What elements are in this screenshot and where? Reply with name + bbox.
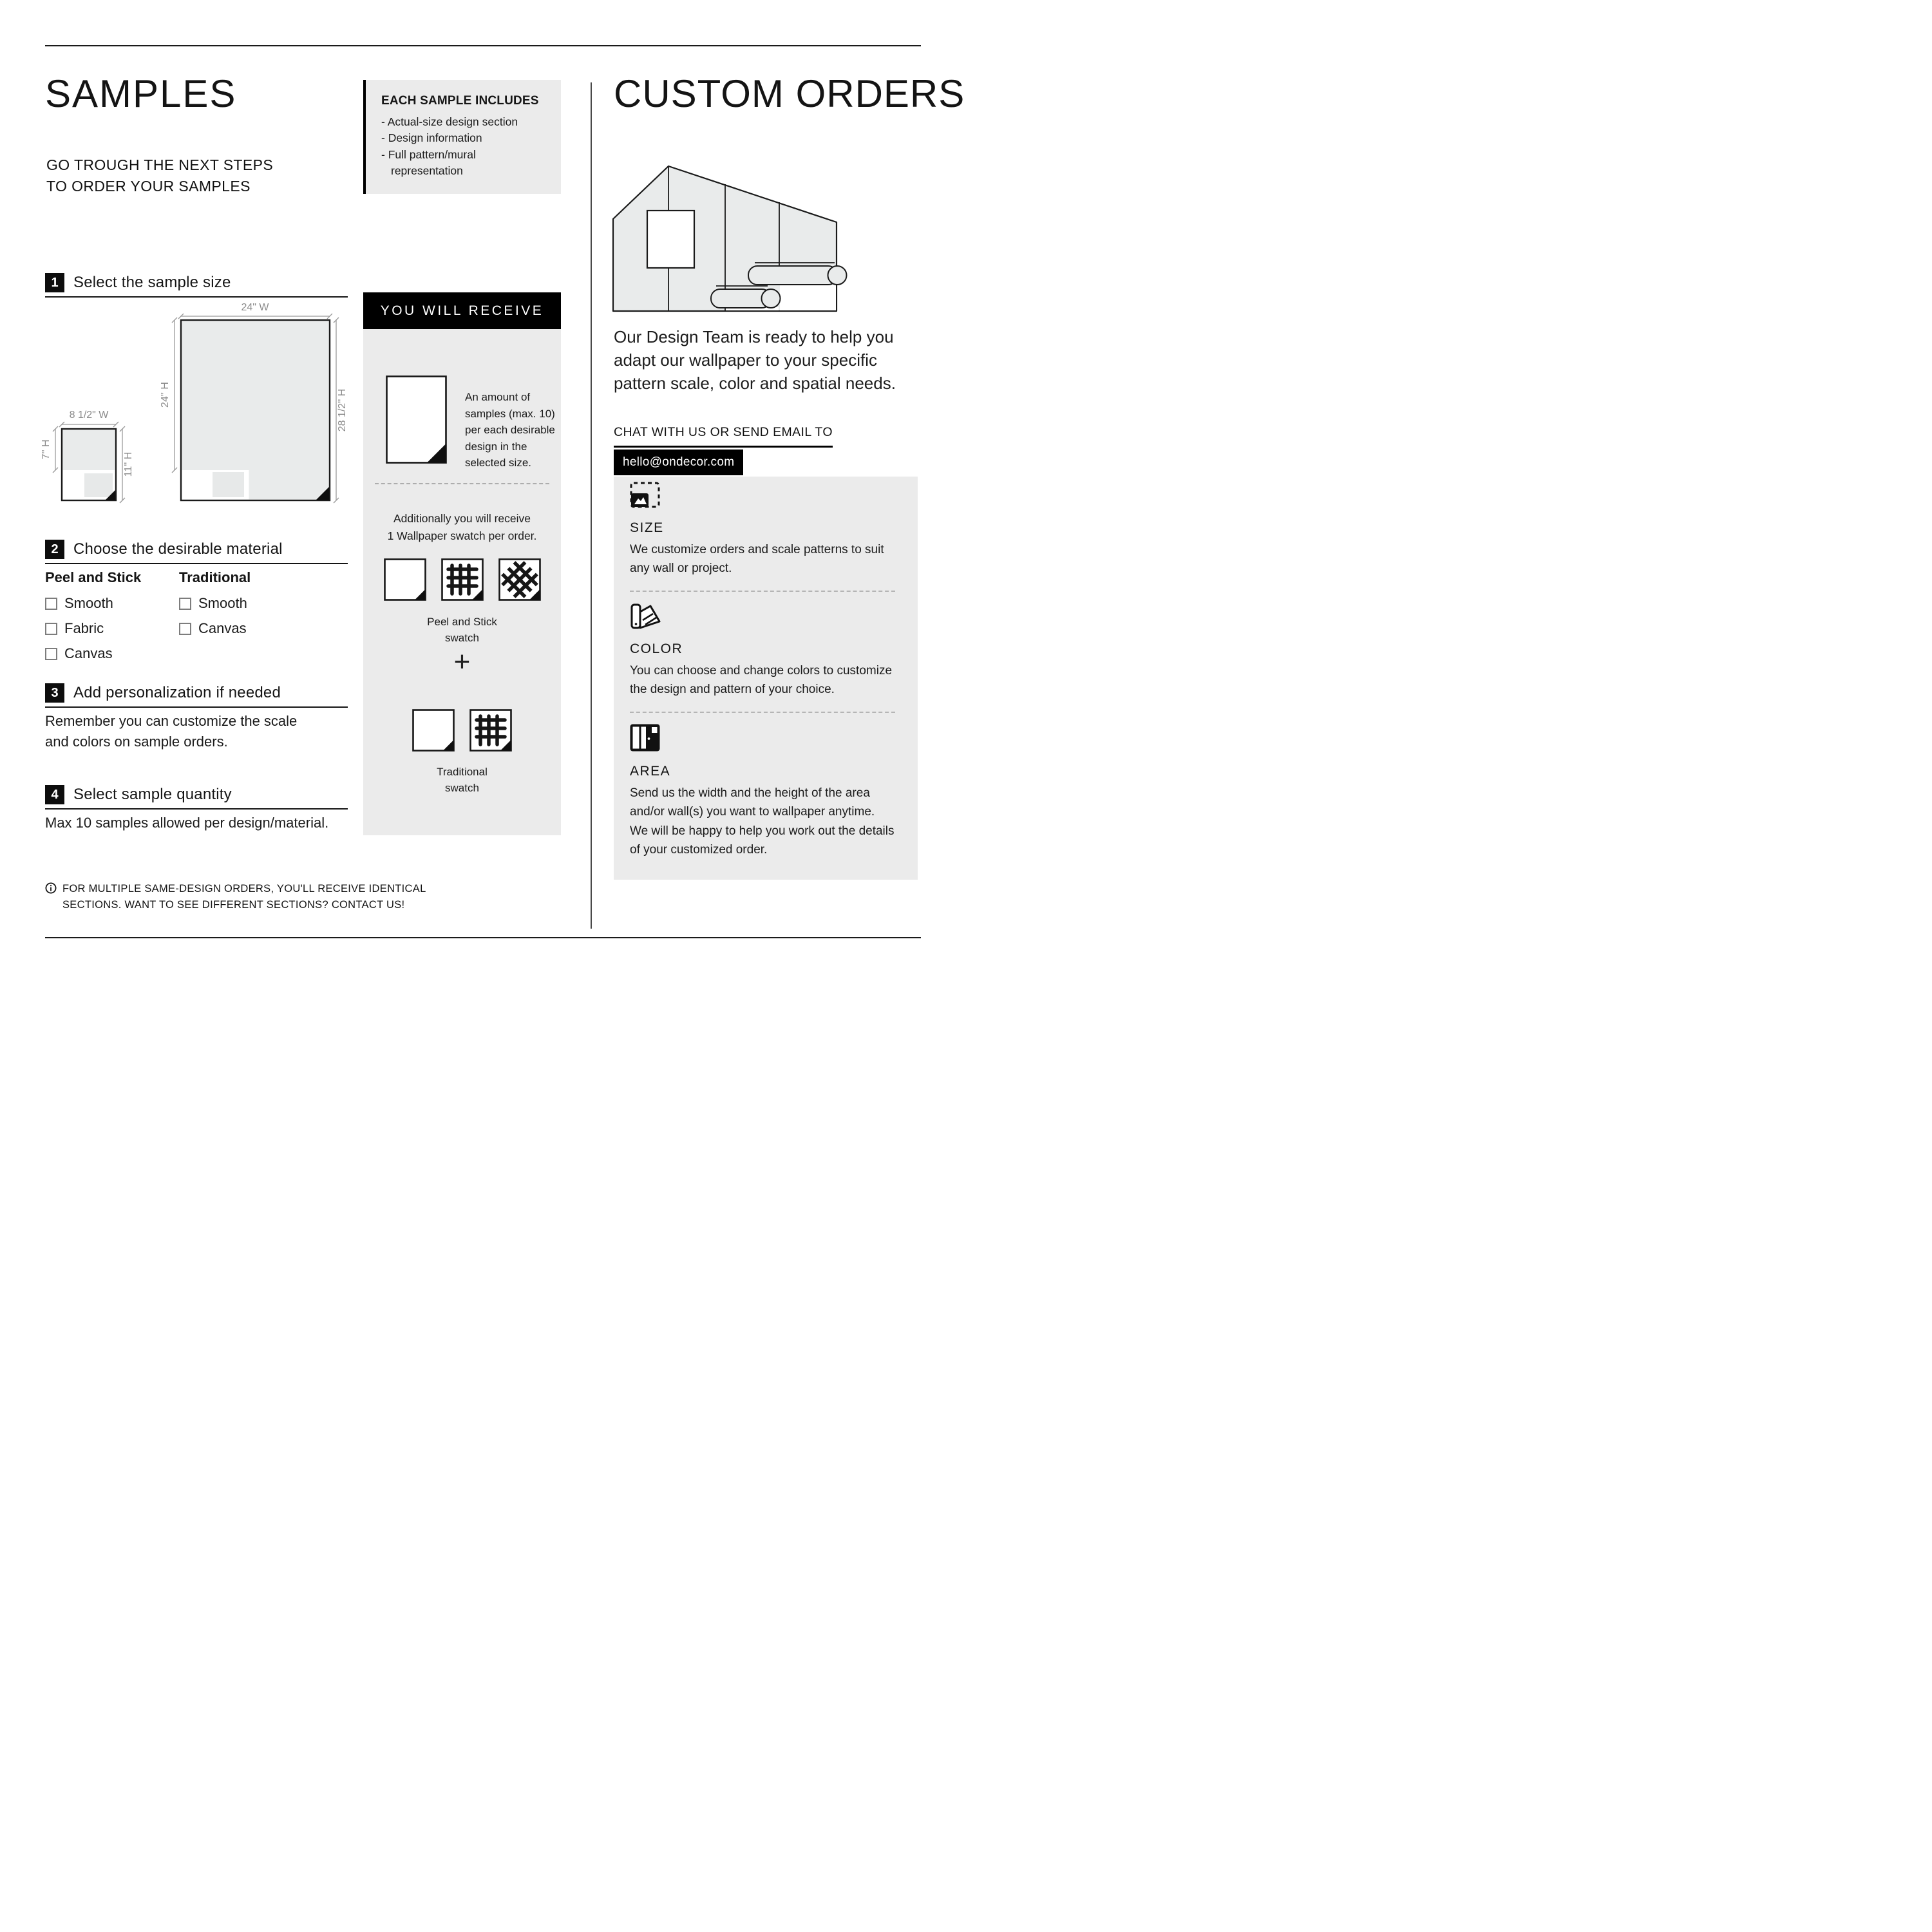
unpapered-area-right [780, 285, 836, 310]
feature-area-text: Send us the width and the height of the area and/or wall(s) you want to wallpaper anytime. We will be happy to help you work out the details of your customized order. [630, 786, 895, 857]
dashed-divider [630, 591, 895, 592]
bottom-rule [45, 937, 921, 938]
house-illustration [612, 161, 851, 317]
large-sheet-section-square [213, 472, 244, 497]
grid-swatch-icon [441, 558, 484, 601]
step4-label: Select sample quantity [73, 786, 232, 803]
wallpaper-roll-upper [748, 263, 847, 285]
samples-subtitle [46, 155, 273, 198]
additionally-text [368, 510, 556, 545]
material-column-peel-and-stick [45, 569, 141, 670]
subtitle-line2: TO ORDER YOUR SAMPLES [46, 178, 251, 195]
material-option-label: Canvas [198, 620, 247, 636]
step3-description-line2: and colors on sample orders. [45, 733, 228, 750]
includes-title: EACH SAMPLE INCLUDES [381, 94, 539, 108]
area-icon [630, 724, 661, 752]
material-option-label: Fabric [64, 620, 104, 636]
infographic-page [0, 0, 966, 966]
peel-and-stick-swatch-label [363, 614, 561, 646]
feature-size [630, 482, 898, 578]
footer-note-line1: FOR MULTIPLE SAME-DESIGN ORDERS, YOU'LL RECEIVE IDENTICAL [62, 883, 426, 895]
info-icon [45, 882, 57, 894]
feature-area [630, 724, 898, 860]
large-width-label: 24" W [241, 302, 269, 313]
step2-header [45, 540, 348, 564]
includes-item: - Actual-size design section [381, 114, 548, 130]
design-team-intro [614, 326, 896, 395]
checkbox-icon[interactable] [179, 598, 191, 610]
material-option-smooth-traditional [179, 595, 251, 612]
color-icon [630, 603, 662, 630]
swatch-label-line2: swatch [445, 631, 479, 644]
top-rule [45, 45, 921, 46]
large-height-left-label: 24'' H [160, 382, 171, 408]
plus-icon: + [453, 646, 471, 677]
material-option-fabric [45, 620, 141, 637]
step4-number-badge: 4 [45, 785, 64, 804]
wallpaper-roll-lower [711, 286, 781, 308]
intro-line3: pattern scale, color and spatial needs. [614, 373, 896, 393]
additionally-line2: 1 Wallpaper swatch per order. [387, 529, 537, 543]
small-height-right-label: 11'' H [123, 451, 134, 477]
plain-swatch-icon [412, 709, 455, 752]
intro-line2: adapt our wallpaper to your specific [614, 350, 878, 370]
plain-swatch-icon [384, 558, 426, 601]
material-option-label: Canvas [64, 645, 113, 661]
size-icon [630, 482, 661, 509]
checkbox-icon[interactable] [179, 623, 191, 635]
peel-and-stick-heading: Peel and Stick [45, 569, 142, 585]
material-column-traditional [179, 569, 251, 645]
traditional-heading: Traditional [179, 569, 251, 585]
subtitle-line1: GO TROUGH THE NEXT STEPS [46, 156, 274, 173]
checkbox-icon[interactable] [45, 598, 57, 610]
you-will-receive-panel [363, 329, 561, 835]
small-height-left-label: 7'' H [41, 439, 52, 460]
step3-description-line1: Remember you can customize the scale [45, 713, 298, 729]
material-option-label: Smooth [64, 595, 113, 611]
material-option-canvas [45, 645, 141, 662]
email-badge[interactable]: hello@ondecor.com [614, 450, 743, 475]
feature-color-text: You can choose and change colors to customize the design and pattern of your choice. [630, 663, 893, 697]
column-divider [591, 82, 592, 929]
material-option-label: Smooth [198, 595, 247, 611]
step3-header [45, 683, 348, 708]
step3-description [45, 711, 297, 752]
dashed-divider [630, 712, 895, 713]
chat-with-us-label: CHAT WITH US OR SEND EMAIL TO [614, 425, 833, 448]
samples-title: SAMPLES [45, 72, 237, 115]
material-option-smooth [45, 595, 141, 612]
additionally-line1: Additionally you will receive [393, 512, 531, 525]
peel-and-stick-swatch-icons [363, 558, 561, 601]
step3-number-badge: 3 [45, 683, 64, 703]
material-option-canvas-traditional [179, 620, 251, 637]
checkbox-icon[interactable] [45, 648, 57, 660]
feature-size-title: SIZE [630, 520, 664, 535]
small-width-label: 8 1/2" W [69, 410, 109, 421]
feature-area-title: AREA [630, 763, 671, 779]
feature-color-title: COLOR [630, 641, 683, 656]
step4-description: Max 10 samples allowed per design/material. [45, 815, 329, 831]
checkbox-icon[interactable] [45, 623, 57, 635]
step2-label: Choose the desirable material [73, 540, 283, 558]
samples-amount-text: An amount of samples (max. 10) per each desirable design in the selected size. [465, 391, 555, 469]
paper-icon [386, 375, 448, 464]
swatch-label-line2: swatch [445, 781, 479, 794]
footer-note [45, 881, 426, 913]
swatch-label-line1: Peel and Stick [427, 616, 497, 628]
traditional-swatch-label [363, 764, 561, 796]
intro-line1: Our Design Team is ready to help you [614, 327, 894, 346]
dashed-divider [375, 483, 549, 484]
step3-label: Add personalization if needed [73, 684, 281, 701]
feature-color [630, 603, 898, 699]
step1-header [45, 273, 348, 298]
feature-size-text: We customize orders and scale patterns to suit any wall or project. [630, 543, 884, 576]
custom-orders-title: CUSTOM ORDERS [614, 72, 965, 115]
step4-header [45, 785, 348, 810]
small-sheet-section-square [84, 473, 113, 497]
traditional-swatch-icons [363, 709, 561, 752]
step1-number-badge: 1 [45, 273, 64, 292]
grid-swatch-icon [469, 709, 512, 752]
step2-number-badge: 2 [45, 540, 64, 559]
step1-label: Select the sample size [73, 274, 231, 291]
window [647, 211, 694, 268]
swatch-label-line1: Traditional [437, 766, 488, 778]
each-sample-includes-box [363, 80, 561, 194]
you-will-receive-header: YOU WILL RECEIVE [363, 292, 561, 329]
includes-item: - Full pattern/mural representation [381, 147, 548, 180]
footer-note-text [62, 881, 426, 913]
includes-item: - Design information [381, 130, 548, 146]
large-height-right-label: 28 1/2'' H [337, 388, 348, 432]
crosshatch-swatch-icon [498, 558, 541, 601]
sample-sheet-diagram [39, 301, 354, 509]
custom-order-features-box [614, 477, 918, 880]
footer-note-line2: SECTIONS. WANT TO SEE DIFFERENT SECTIONS? CONTACT US! [62, 898, 405, 911]
